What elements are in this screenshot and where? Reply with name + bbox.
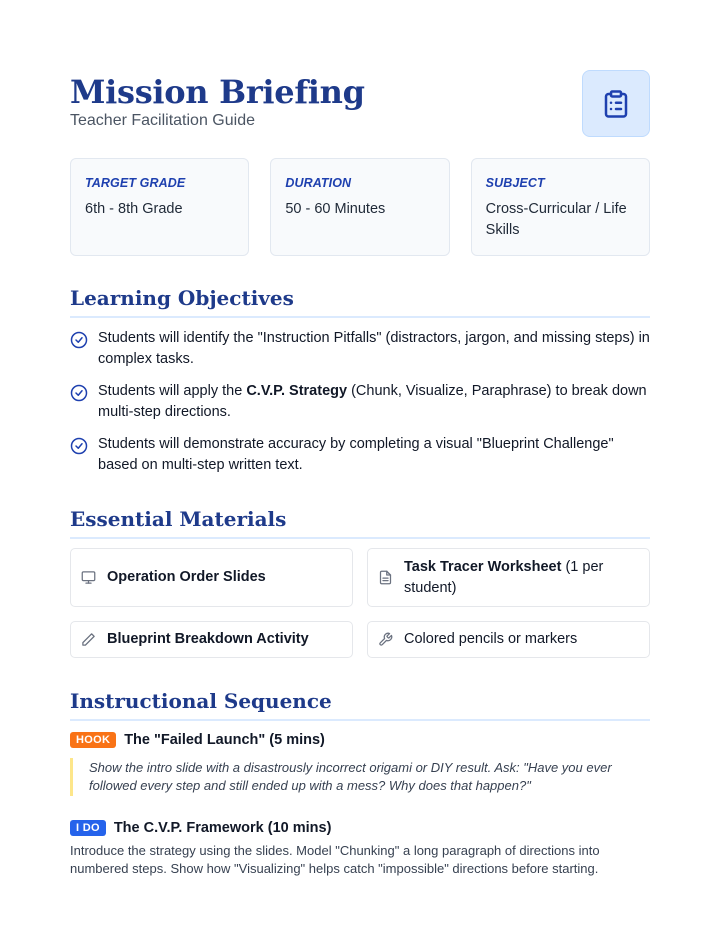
monitor-icon [81,570,97,585]
objective-text: Students will identify the "Instruction Pitfalls" (distractors, jargon, and missing steps) in complex tasks. [98,330,650,367]
objective-item [70,381,650,423]
material-item [70,621,353,658]
material-label: Task Tracer Worksheet (1 per student) [404,558,604,596]
material-label: Colored pencils or markers [404,631,578,647]
step-title: The C.V.P. Framework (10 mins) [113,820,332,836]
step-title-row [70,820,650,836]
section-title: Learning Objectives [70,286,294,310]
meta-card-duration [270,158,449,256]
check-circle-icon [70,384,88,402]
material-item [70,548,353,607]
materials-grid [70,548,650,658]
page-title: Mission Briefing [70,73,365,111]
meta-cards [70,158,650,256]
step-title-row [70,732,650,748]
step-description: Introduce the strategy using the slides. Model "Chunking" a long paragraph of directions into numbered steps. Show how "Visualizing" helps catch "impossible" directions before starting. [70,843,600,876]
section-title: Instructional Sequence [70,689,332,713]
clipboard-badge [582,70,650,137]
sequence-step-hook [70,732,650,796]
objective-item [70,434,650,476]
check-circle-icon [70,331,88,349]
meta-label: TARGET GRADE [85,176,186,190]
section-title: Essential Materials [70,507,287,531]
pencil-icon [81,632,97,647]
meta-label: DURATION [285,176,352,190]
objective-item [70,328,650,370]
material-item [367,548,650,607]
step-title: The "Failed Launch" (5 mins) [124,732,325,748]
page-header [70,70,650,140]
clipboard-icon [601,87,631,121]
hook-badge: HOOK [70,732,116,748]
sequence-heading [70,687,650,721]
meta-value: Cross-Curricular / Life Skills [485,201,627,238]
objective-text: Students will demonstrate accuracy by completing a visual "Blueprint Challenge" based on multi-step written text. [98,436,614,473]
step-quote: Show the intro slide with a disastrously incorrect origami or DIY result. Ask: "Have you ever followed every step and still ended up with a mess? Why does that happen?" [70,758,650,796]
ido-badge: I DO [70,820,106,836]
meta-value: 50 - 60 Minutes [285,201,386,217]
objective-text: Students will apply the C.V.P. Strategy (Chunk, Visualize, Paraphrase) to break down multi-step directions. [98,383,647,420]
check-circle-icon [70,437,88,455]
page-subtitle: Teacher Facilitation Guide [70,112,255,129]
material-label: Operation Order Slides [107,569,266,585]
objectives-list [70,328,650,487]
sequence-step-ido [70,820,650,878]
material-label: Blueprint Breakdown Activity [107,631,309,647]
objectives-heading [70,284,650,318]
materials-heading [70,505,650,539]
wrench-icon [378,632,394,647]
meta-card-subject [471,158,650,256]
material-item [367,621,650,658]
meta-label: SUBJECT [485,176,545,190]
document-icon [378,570,394,585]
meta-value: 6th - 8th Grade [85,201,183,217]
meta-card-grade [70,158,249,256]
